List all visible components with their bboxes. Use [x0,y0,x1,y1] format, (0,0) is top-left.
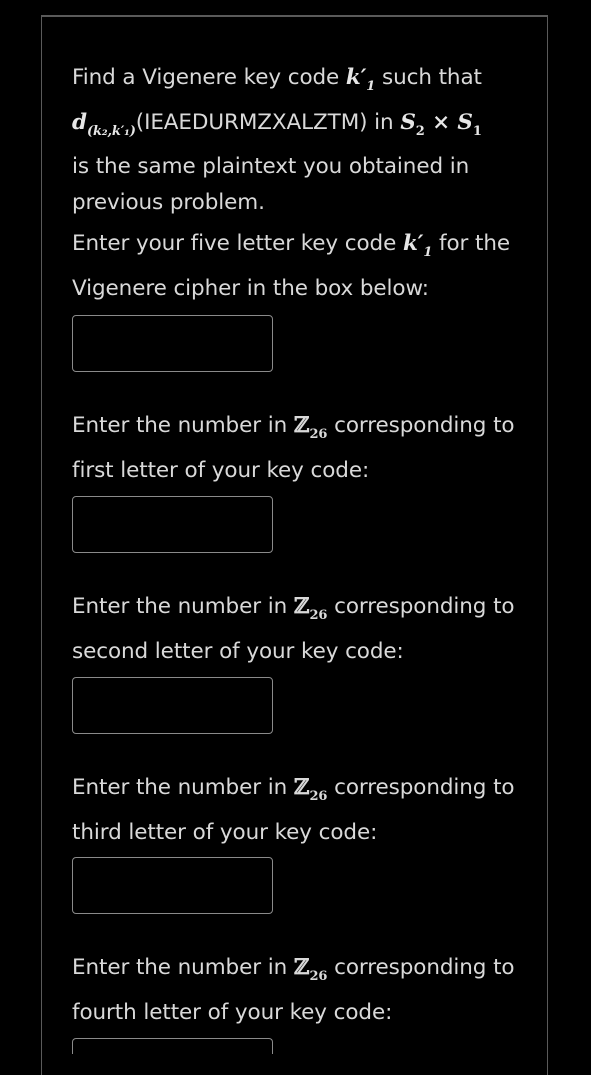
question-text [72,60,482,220]
letter-3-prompt: Enter the number in ℤ$_{26}$ corresponding to third letter of your key code: [72,775,515,845]
question-line-2: $d_{(k_2,k'_1)}(IEAEDURMZXALZTM)$ in $S_2 \times S_1$ [72,109,482,139]
letter-4-prompt: Enter the number in ℤ$_{26}$ corresponding to fourth letter of your key code: [72,955,515,1025]
key-code-prompt [72,226,510,306]
key-variable: $k'_1$ [345,65,376,94]
key-code-prompt-line-2: Vigenere cipher in the box below: [72,275,429,301]
integers-mod-set: ℤ$_{26}$ [293,594,328,623]
question-line-1: Find a Vigenere key code $k'_1$ such that [72,65,482,94]
letter-2-prompt: Enter the number in ℤ$_{26}$ corresponding to second letter of your key code: [72,594,515,664]
question-line-4: previous problem. [72,189,265,215]
integers-mod-set: ℤ$_{26}$ [293,955,328,984]
letter-3-number-input[interactable] [72,857,273,914]
integers-mod-set: ℤ$_{26}$ [293,413,328,442]
decrypt-function: $d_{(k_2,k'_1)}$ [72,109,136,139]
integers-mod-set: ℤ$_{26}$ [293,775,328,804]
letter-2-number-input[interactable] [72,677,273,734]
ciphertext: (IEAEDURMZXALZTM) [135,109,368,135]
key-code-input[interactable] [72,315,273,372]
key-code-prompt-line-1: Enter your five letter key code $k'_1$ for the [72,231,511,260]
group-product: $S_2 \times S_1$ [400,109,482,139]
letter-4-number-input[interactable] [72,1038,273,1054]
question-line-3: is the same plaintext you obtained in [72,154,470,179]
key-variable: $k'_1$ [402,231,433,260]
letter-1-prompt: Enter the number in ℤ$_{26}$ corresponding to first letter of your key code: [72,413,515,483]
letter-1-number-input[interactable] [72,496,273,553]
